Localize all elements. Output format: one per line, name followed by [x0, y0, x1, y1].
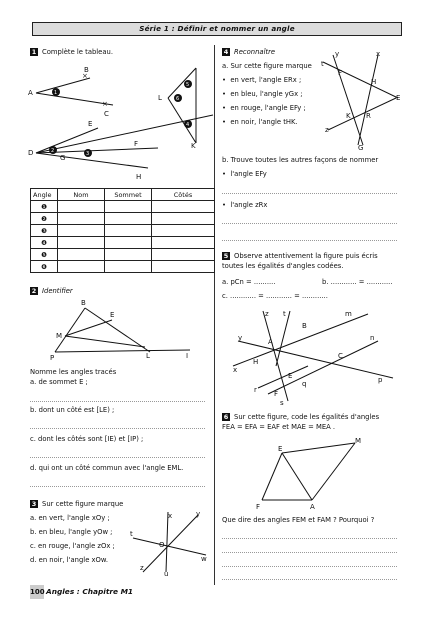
list-item: • l'angle EFy [222, 170, 267, 178]
exercise-number: 3 [31, 500, 37, 508]
row-label: ❸ [31, 225, 58, 237]
svg-text:2: 2 [51, 148, 55, 154]
svg-text:x: x [168, 512, 173, 520]
svg-text:y: y [238, 334, 243, 342]
svg-text:E: E [288, 372, 293, 380]
table-row [31, 237, 215, 249]
answer-cell[interactable] [152, 261, 215, 273]
svg-text:s: s [280, 399, 284, 407]
svg-text:A: A [268, 338, 273, 346]
svg-text:3: 3 [86, 151, 90, 157]
list-item: • en vert, l'angle ERx ; [222, 76, 302, 84]
question-b: b. en bleu, l'angle yOw ; [30, 528, 113, 536]
exercise-2-heading [30, 287, 73, 295]
exercise-title: Complète le tableau. [42, 48, 113, 56]
svg-text:A: A [310, 503, 315, 511]
table-row [31, 201, 215, 213]
svg-text:z: z [140, 564, 144, 572]
answer-cell[interactable] [105, 201, 152, 213]
svg-text:t: t [283, 310, 286, 318]
exercise-number: 1 [31, 48, 37, 56]
svg-text:x: x [233, 366, 238, 374]
question-d: d. qui ont un côté commun avec l'angle EML. [30, 464, 184, 472]
table-row [31, 213, 215, 225]
exercise-1-figure [28, 58, 213, 183]
exercise-title: Observe attentivement la figure puis écris [234, 252, 378, 260]
page-number: 100 [30, 585, 44, 599]
answer-line[interactable] [222, 579, 397, 580]
answer-cell[interactable] [105, 249, 152, 261]
exercise-2-figure [50, 300, 200, 365]
question-b: b. ............ = ............ [322, 278, 393, 286]
svg-text:z: z [265, 310, 269, 318]
answer-line[interactable] [30, 457, 205, 458]
svg-text:w: w [201, 555, 207, 563]
svg-text:A: A [28, 89, 33, 97]
answer-cell[interactable] [152, 201, 215, 213]
answer-cell[interactable] [58, 225, 105, 237]
question-text: Que dire des angles FEM et FAM ? Pourquoi ? [222, 516, 375, 524]
svg-text:x: x [376, 50, 381, 58]
svg-text:B: B [81, 299, 86, 307]
svg-text:r: r [254, 386, 257, 394]
exercise-3-heading [30, 500, 123, 508]
svg-text:O: O [159, 541, 165, 549]
answer-line[interactable] [222, 566, 397, 567]
svg-text:H: H [371, 78, 377, 86]
answer-cell[interactable] [152, 225, 215, 237]
svg-text:E: E [110, 311, 115, 319]
table-row [31, 249, 215, 261]
exercise-1-heading [30, 48, 113, 56]
answer-line[interactable] [222, 538, 397, 539]
exercise-6-heading [222, 413, 379, 421]
question-d: d. en noir, l'angle xOw. [30, 556, 108, 564]
svg-text:4: 4 [186, 122, 190, 128]
question-c: c. dont les côtés sont [IE) et [IP) ; [30, 435, 144, 443]
svg-text:F: F [134, 140, 139, 148]
exercise-title: Sur cette figure marque [42, 500, 124, 508]
svg-text:L: L [146, 352, 150, 360]
answer-cell[interactable] [58, 261, 105, 273]
page-title: Série 1 : Définir et nommer un angle [32, 22, 402, 36]
exercise-5-heading [222, 252, 378, 260]
svg-text:×: × [102, 100, 108, 108]
row-label: ❶ [31, 201, 58, 213]
svg-text:z: z [325, 126, 329, 134]
svg-text:L: L [158, 94, 162, 102]
column-divider [214, 45, 215, 585]
answer-cell[interactable] [105, 237, 152, 249]
svg-text:D: D [28, 149, 34, 157]
question-a: a. pCn = .......... [222, 278, 276, 286]
svg-text:u: u [164, 570, 169, 578]
svg-text:K: K [191, 142, 196, 150]
instruction-text: Nomme les angles tracés [30, 368, 117, 376]
exercise-5-figure [228, 306, 408, 406]
item-text: l'angle zRx [230, 201, 268, 209]
svg-text:F: F [256, 503, 261, 511]
list-item: • en bleu, l'angle yGx ; [222, 90, 303, 98]
answer-line[interactable] [222, 193, 397, 194]
row-label: ❻ [31, 261, 58, 273]
svg-text:M: M [355, 437, 362, 445]
svg-text:1: 1 [54, 90, 58, 96]
item-text: en vert, l'angle ERx ; [230, 76, 302, 84]
chapter-title: Angles : Chapitre M1 [46, 587, 134, 596]
exercise-6-figure [250, 435, 370, 510]
svg-text:E: E [278, 445, 283, 453]
table-header-row [31, 189, 215, 201]
answer-cell[interactable] [58, 213, 105, 225]
exercise-number: 4 [223, 48, 229, 56]
table-header: Côtés [152, 189, 215, 201]
svg-text:E: E [396, 94, 401, 102]
exercise-number: 2 [31, 287, 37, 295]
item-text: en bleu, l'angle yGx ; [230, 90, 303, 98]
answer-line[interactable] [222, 552, 397, 553]
exercise-4-figure [318, 50, 403, 150]
svg-text:y: y [335, 50, 340, 58]
answer-cell[interactable] [152, 249, 215, 261]
exercise-number: 6 [223, 413, 229, 421]
exercise-title: Identifier [42, 287, 73, 295]
answer-cell[interactable] [58, 237, 105, 249]
svg-text:P: P [50, 354, 55, 362]
instruction-text: toutes les égalités d'angles codées. [222, 262, 344, 270]
svg-text:t: t [130, 530, 133, 538]
question-c: c. ............ = ............ = ............ [222, 292, 328, 300]
row-label: ❷ [31, 213, 58, 225]
exercise-4-heading [222, 48, 275, 56]
answer-cell[interactable] [105, 225, 152, 237]
answer-line[interactable] [222, 240, 397, 241]
row-label: ❹ [31, 237, 58, 249]
question-a: a. de sommet E ; [30, 378, 88, 386]
answer-cell[interactable] [58, 249, 105, 261]
svg-text:y: y [196, 510, 201, 518]
svg-text:F: F [338, 69, 343, 77]
svg-text:×: × [82, 72, 88, 80]
table-row [31, 225, 215, 237]
answer-cell[interactable] [152, 237, 215, 249]
item-text: en noir, l'angle tHK. [230, 118, 298, 126]
svg-text:G: G [60, 154, 66, 162]
exercise-title: Reconnaître [234, 48, 276, 56]
item-text: l'angle EFy [230, 170, 267, 178]
svg-text:B: B [302, 322, 307, 330]
instruction-text: FEA = EFA = EAF et MAE = MEA . [222, 423, 336, 431]
question-b: b. Trouve toutes les autres façons de nommer [222, 156, 379, 164]
svg-text:H: H [136, 173, 142, 181]
exercise-number: 5 [223, 252, 229, 260]
svg-text:I: I [186, 352, 189, 360]
question-c: c. en rouge, l'angle zOx ; [30, 542, 115, 550]
table-header: Nom [58, 189, 105, 201]
svg-text:K: K [346, 112, 351, 120]
svg-text:C: C [338, 352, 343, 360]
item-text: en rouge, l'angle EFy ; [230, 104, 306, 112]
svg-text:5: 5 [186, 82, 190, 88]
exercise-title: Sur cette figure, code les égalités d'angles [234, 413, 380, 421]
angle-table [30, 188, 215, 273]
svg-text:t: t [321, 60, 324, 68]
svg-text:E: E [88, 120, 93, 128]
question-a: a. en vert, l'angle xOy ; [30, 514, 110, 522]
answer-line[interactable] [30, 428, 205, 429]
table-header: Angle [31, 189, 58, 201]
question-b: b. dont un côté est [LE) ; [30, 406, 115, 414]
answer-line[interactable] [222, 223, 397, 224]
list-item: • en rouge, l'angle EFy ; [222, 104, 306, 112]
svg-text:G: G [358, 144, 364, 152]
svg-text:B: B [84, 66, 89, 74]
answer-cell[interactable] [152, 213, 215, 225]
list-item: • l'angle zRx [222, 201, 268, 209]
svg-text:n: n [370, 334, 375, 342]
answer-line[interactable] [30, 401, 205, 402]
svg-text:H: H [253, 358, 259, 366]
answer-cell[interactable] [105, 213, 152, 225]
svg-text:C: C [104, 110, 109, 118]
svg-text:R: R [366, 112, 371, 120]
answer-cell[interactable] [105, 261, 152, 273]
row-label: ❺ [31, 249, 58, 261]
svg-text:F: F [274, 390, 279, 398]
svg-text:M: M [56, 332, 63, 340]
answer-cell[interactable] [58, 201, 105, 213]
answer-line[interactable] [30, 486, 205, 487]
svg-text:m: m [345, 310, 352, 318]
table-header: Sommet [105, 189, 152, 201]
list-item: • en noir, l'angle tHK. [222, 118, 298, 126]
exercise-3-figure [128, 510, 208, 578]
svg-text:q: q [302, 380, 307, 388]
svg-text:6: 6 [176, 96, 180, 102]
svg-text:p: p [378, 376, 383, 384]
table-row [31, 261, 215, 273]
question-a: a. Sur cette figure marque [222, 62, 312, 70]
